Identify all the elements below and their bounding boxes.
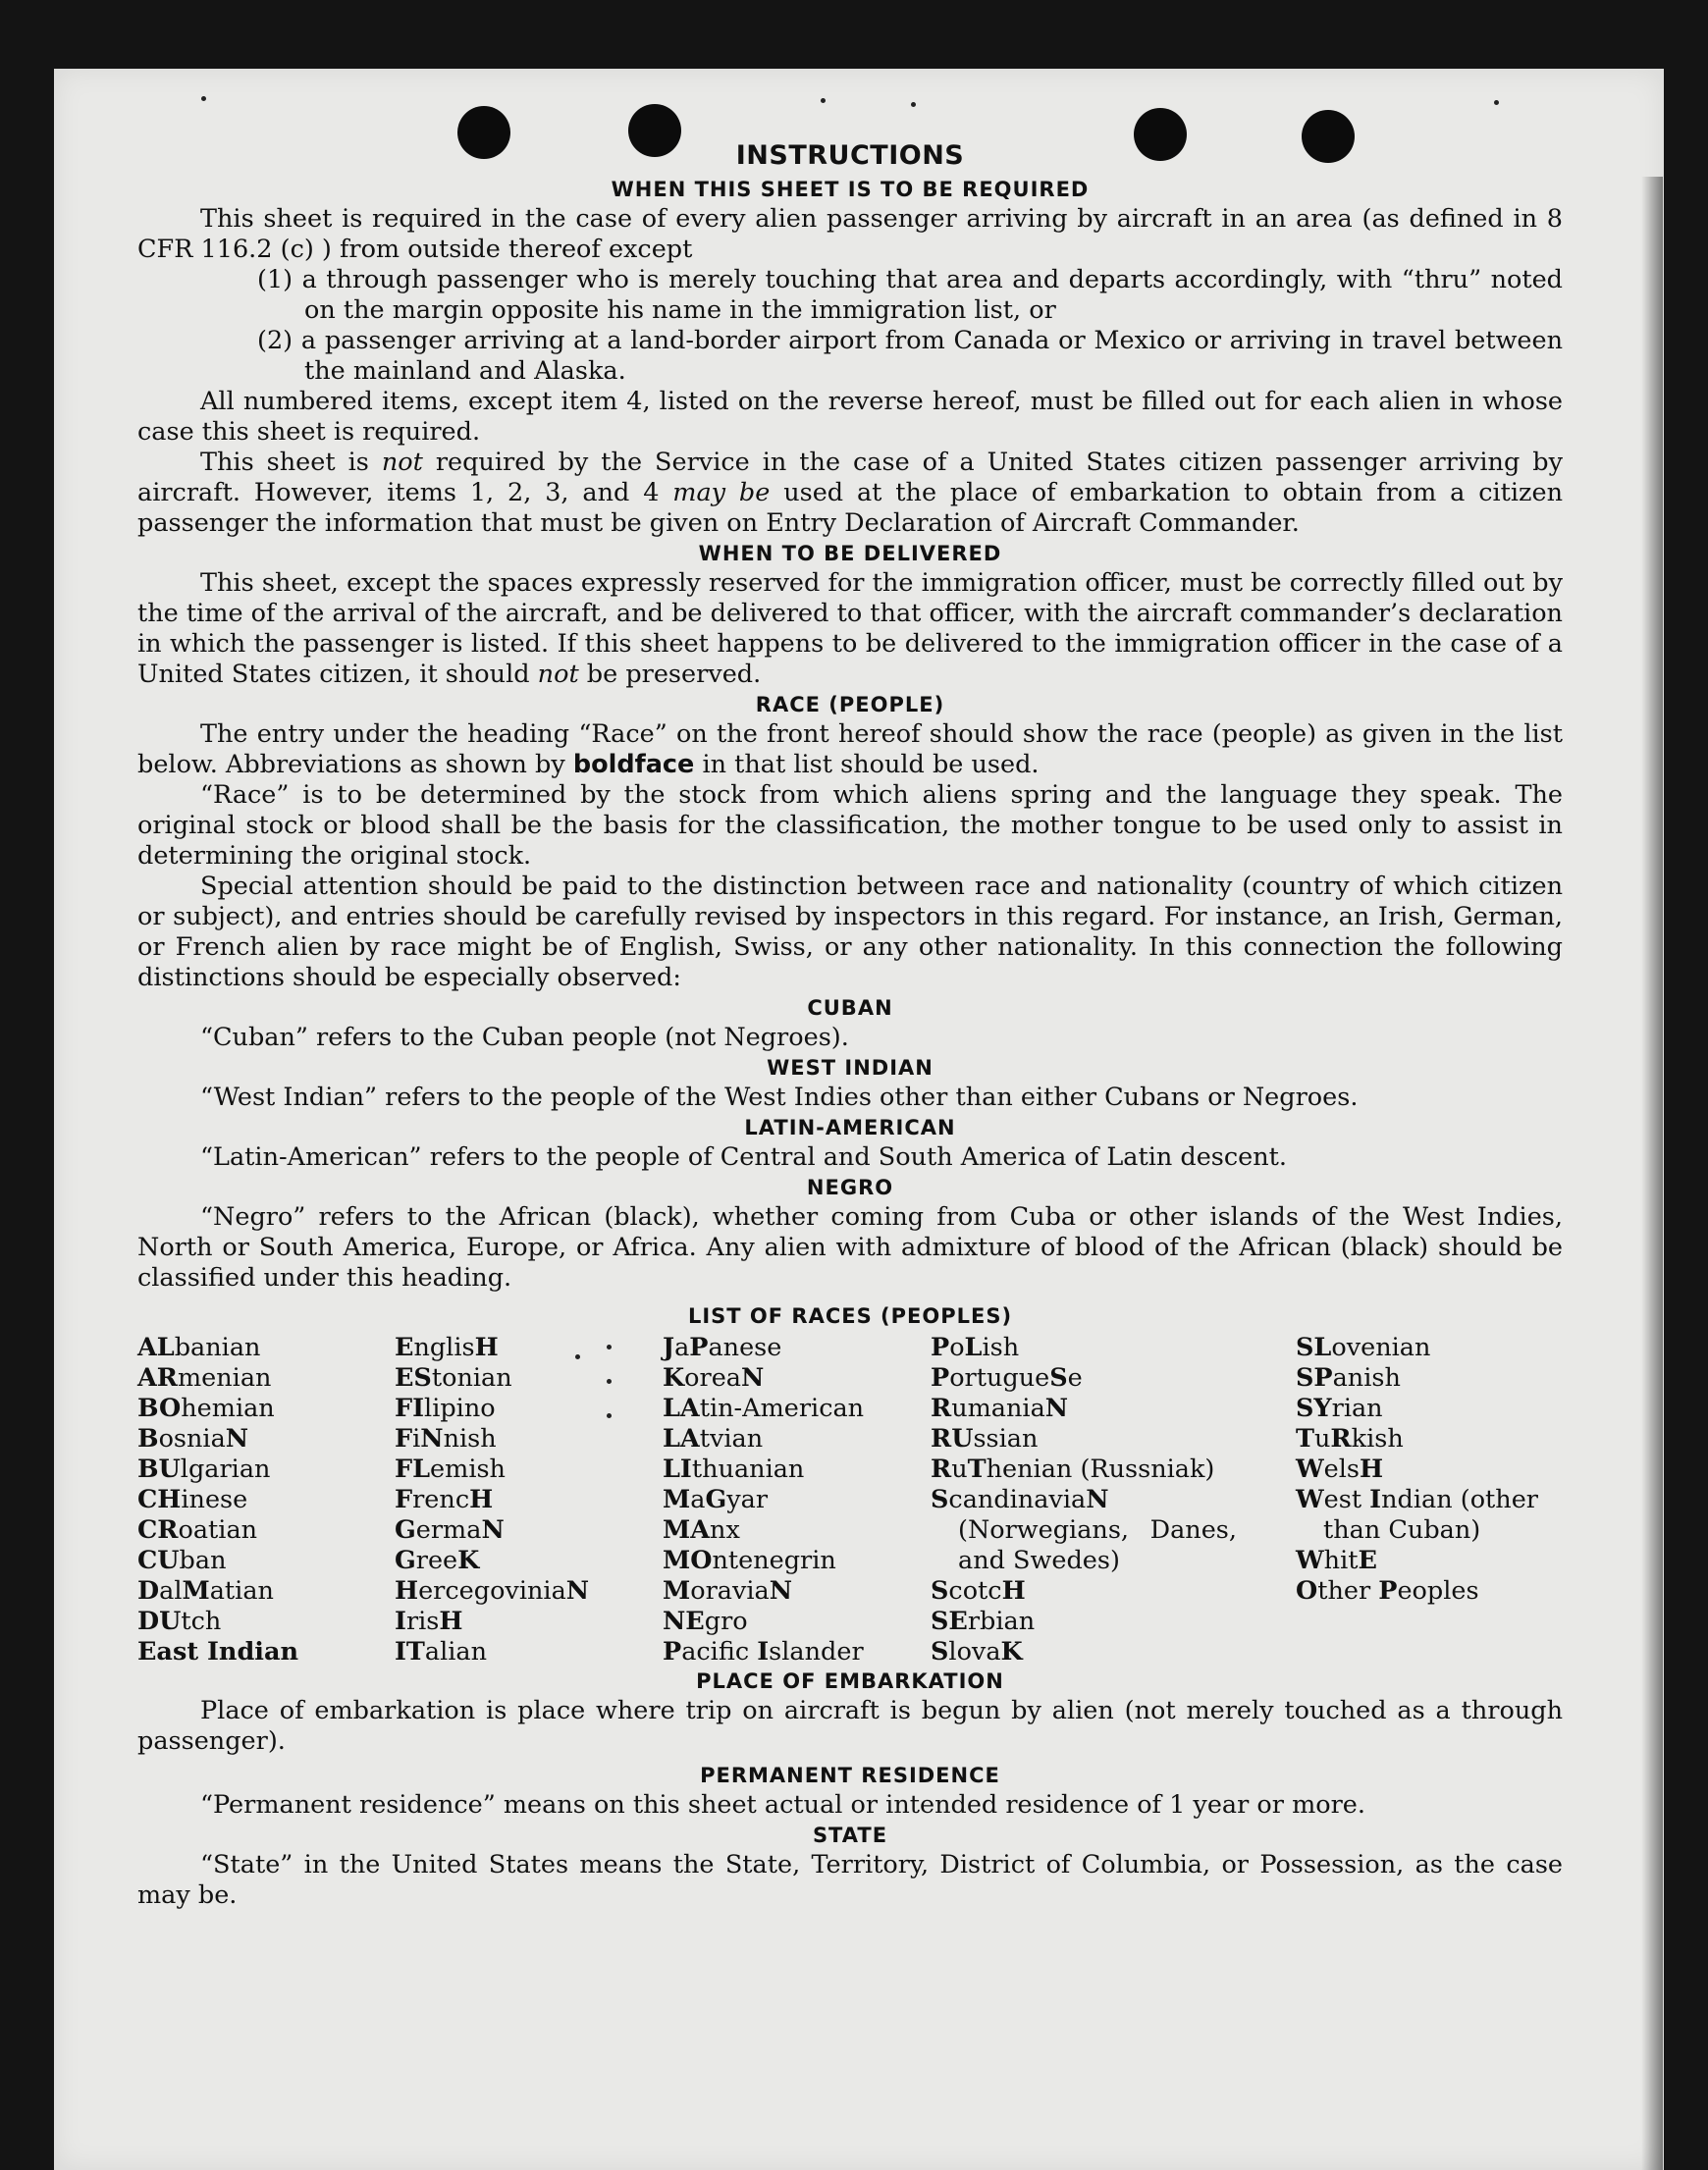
- races-column: [663, 1333, 898, 1667]
- race-entry: [137, 1394, 373, 1424]
- paragraph: [137, 719, 1563, 780]
- race-abbrev: G: [395, 1546, 416, 1575]
- speck: [201, 96, 206, 101]
- race-abbrev: P: [1378, 1576, 1398, 1606]
- race-entry: [931, 1576, 1237, 1607]
- race-abbrev: P: [663, 1637, 682, 1667]
- race-entry: [1296, 1394, 1563, 1424]
- exception-item: [137, 326, 1563, 387]
- race-text: hemian: [181, 1394, 275, 1423]
- race-abbrev: W: [1296, 1455, 1324, 1484]
- race-abbrev: SL: [1296, 1333, 1332, 1362]
- race-abbrev: W: [1296, 1546, 1324, 1575]
- race-abbrev: M: [182, 1576, 210, 1606]
- race-abbrev: M: [663, 1485, 691, 1514]
- race-abbrev: MA: [663, 1515, 711, 1545]
- race-entry: [931, 1485, 1237, 1576]
- race-text: nx: [710, 1515, 740, 1545]
- race-text: ther: [1317, 1576, 1379, 1606]
- race-abbrev: N: [741, 1363, 765, 1393]
- race-entry: [663, 1637, 898, 1667]
- race-text: rbian: [967, 1607, 1036, 1636]
- race-abbrev: L: [964, 1333, 983, 1362]
- race-text: emish: [430, 1455, 506, 1484]
- race-abbrev: East Indian: [137, 1637, 299, 1667]
- race-abbrev: AR: [137, 1363, 178, 1393]
- race-entry: [663, 1576, 898, 1607]
- paragraph: “Negro” refers to the African (black), whether coming from Cuba or other islands of the West Indies, North or South America, Europe, or Africa. Any alien with admixture of blood of the African (black) should be classified under this heading.: [137, 1202, 1563, 1293]
- race-text: lgarian: [180, 1455, 271, 1484]
- race-abbrev: N: [1044, 1394, 1069, 1423]
- race-abbrev: P: [931, 1363, 950, 1393]
- race-abbrev: N: [420, 1424, 444, 1454]
- race-abbrev: FL: [395, 1455, 431, 1484]
- race-abbrev: LI: [663, 1455, 692, 1484]
- race-entry: [931, 1363, 1237, 1394]
- race-entry: [137, 1455, 373, 1485]
- race-text: u: [951, 1455, 968, 1484]
- race-abbrev: S: [931, 1485, 949, 1514]
- race-abbrev: CR: [137, 1515, 179, 1545]
- race-entry: [137, 1576, 373, 1607]
- race-entry: [137, 1333, 373, 1363]
- race-abbrev: F: [395, 1485, 413, 1514]
- race-abbrev: H: [395, 1576, 419, 1606]
- race-entry: [395, 1515, 630, 1546]
- race-abbrev: T: [967, 1455, 987, 1484]
- race-abbrev: S: [1049, 1363, 1068, 1393]
- race-text: o: [949, 1333, 965, 1362]
- race-abbrev: ES: [395, 1363, 432, 1393]
- race-abbrev: CU: [137, 1546, 180, 1575]
- race-abbrev: BO: [137, 1394, 182, 1423]
- speck: [821, 98, 826, 103]
- race-entry: [137, 1546, 373, 1576]
- race-abbrev: H: [1359, 1455, 1384, 1484]
- race-abbrev: LA: [663, 1394, 700, 1423]
- races-list: [137, 1333, 1563, 1667]
- race-entry: [931, 1637, 1237, 1667]
- race-text: al: [159, 1576, 183, 1606]
- race-abbrev: H: [474, 1333, 499, 1362]
- race-abbrev: N: [1086, 1485, 1109, 1514]
- race-abbrev: K: [1000, 1637, 1023, 1667]
- race-abbrev: CH: [137, 1485, 182, 1514]
- item-number: (2): [257, 326, 294, 355]
- race-entry: [137, 1637, 373, 1667]
- paragraph: Place of embarkation is place where trip on aircraft is begun by alien (not merely touched as a through passenger).: [137, 1696, 1563, 1756]
- race-entry: [395, 1637, 630, 1667]
- race-abbrev: N: [225, 1424, 249, 1454]
- race-entry: [1296, 1363, 1563, 1394]
- race-text: els: [1323, 1455, 1360, 1484]
- race-abbrev: G: [395, 1515, 416, 1545]
- race-abbrev: FI: [395, 1394, 425, 1423]
- paragraph: “Race” is to be determined by the stock from which aliens spring and the language they speak. The original stock or blood shall be the basis for the classification, the mother tongue to be used only to assist in determining the original stock.: [137, 780, 1563, 871]
- text-run: in that list should be used.: [694, 750, 1040, 779]
- race-entry: [1296, 1546, 1563, 1576]
- race-abbrev: AL: [137, 1333, 175, 1362]
- race-entry: [663, 1485, 898, 1515]
- race-text: slander: [769, 1637, 864, 1667]
- page-title: INSTRUCTIONS: [735, 140, 965, 171]
- emphasis: may be: [672, 478, 771, 507]
- race-text: anese: [708, 1333, 782, 1362]
- race-text: lova: [948, 1637, 1001, 1667]
- race-text: alian: [424, 1637, 488, 1667]
- item-text: a passenger arriving at a land-border airport from Canada or Mexico or arriving in travel between the mainland and Alaska.: [300, 326, 1563, 386]
- race-text: ish: [982, 1333, 1020, 1362]
- race-abbrev: I: [1369, 1485, 1382, 1514]
- race-abbrev: NE: [663, 1607, 705, 1636]
- emphasis: not: [381, 448, 423, 477]
- race-text: anish: [1332, 1363, 1401, 1393]
- race-text: orea: [684, 1363, 742, 1393]
- race-abbrev: H: [469, 1485, 494, 1514]
- race-abbrev: E: [395, 1333, 414, 1362]
- races-column: [137, 1333, 373, 1667]
- race-text: henian (Russniak): [986, 1455, 1215, 1484]
- race-text: hit: [1323, 1546, 1359, 1575]
- item-text: a through passenger who is merely touching that area and departs accordingly, with “thru” noted on the margin opposite his name in the immigration list, or: [301, 265, 1564, 325]
- emphasis: not: [537, 660, 579, 689]
- race-abbrev: R: [1330, 1424, 1352, 1454]
- race-entry: [931, 1394, 1237, 1424]
- paragraph: [137, 448, 1563, 539]
- paragraph: [137, 568, 1563, 690]
- race-text: rian: [1331, 1394, 1383, 1423]
- speck: [1494, 100, 1499, 105]
- race-text: umania: [951, 1394, 1045, 1423]
- page-edge-shadow: [1641, 177, 1663, 2170]
- race-abbrev: S: [931, 1637, 949, 1667]
- race-abbrev: BU: [137, 1455, 181, 1484]
- race-abbrev: T: [1296, 1424, 1314, 1454]
- heading-when-delivered: WHEN TO BE DELIVERED: [698, 542, 1002, 565]
- item-number: (1): [257, 265, 294, 294]
- race-abbrev: N: [481, 1515, 505, 1545]
- race-text: ree: [415, 1546, 458, 1575]
- race-entry: [395, 1607, 630, 1637]
- race-abbrev: R: [931, 1394, 952, 1423]
- race-text: cotc: [948, 1576, 1002, 1606]
- race-abbrev: DU: [137, 1607, 182, 1636]
- race-abbrev: I: [395, 1607, 406, 1636]
- race-text: tonian: [431, 1363, 512, 1393]
- race-abbrev: LA: [663, 1424, 700, 1454]
- race-abbrev: H: [439, 1607, 463, 1636]
- race-text: eoples: [1397, 1576, 1479, 1606]
- heading-west-indian: WEST INDIAN: [767, 1056, 934, 1080]
- race-text: acific: [681, 1637, 758, 1667]
- race-entry: [663, 1607, 898, 1637]
- race-text: u: [1313, 1424, 1331, 1454]
- race-entry: [1296, 1485, 1563, 1546]
- race-entry: [1296, 1424, 1563, 1455]
- race-entry: [931, 1333, 1237, 1363]
- race-text: oatian: [178, 1515, 258, 1545]
- race-abbrev: O: [1296, 1576, 1318, 1606]
- race-abbrev: P: [931, 1333, 950, 1362]
- race-text: nglis: [413, 1333, 475, 1362]
- exception-item: [137, 265, 1563, 326]
- race-entry: [395, 1333, 630, 1363]
- text-run: The entry under the heading “Race” on the front hereof should show the race (people) as given in the list below. Abbreviations as shown by: [137, 719, 1563, 779]
- text-run: This sheet, except the spaces expressly reserved for the immigration officer, must be correctly filled out by the time of the arrival of the aircraft, and be delivered to that officer, with the aircraft commander’s declaration in which the passenger is listed. If this sheet happens to be delivered to the immigration officer in the case of a United States citizen, it should: [137, 568, 1563, 689]
- races-column: [931, 1333, 1237, 1667]
- race-entry: [137, 1607, 373, 1637]
- paragraph: This sheet is required in the case of every alien passenger arriving by aircraft in an area (as defined in 8 CFR 116.2 (c) ) from outside thereof except: [137, 204, 1563, 264]
- race-text: tin-American: [699, 1394, 865, 1423]
- race-text: inese: [181, 1485, 248, 1514]
- race-abbrev: S: [931, 1576, 949, 1606]
- race-text: i: [412, 1424, 421, 1454]
- paragraph: “Latin-American” refers to the people of Central and South America of Latin descent.: [200, 1142, 1288, 1172]
- race-text: osnia: [158, 1424, 226, 1454]
- race-text: tch: [181, 1607, 222, 1636]
- race-abbrev: G: [705, 1485, 727, 1514]
- race-abbrev: SP: [1296, 1363, 1333, 1393]
- race-text: ris: [405, 1607, 440, 1636]
- race-text: menian: [177, 1363, 272, 1393]
- race-abbrev: RU: [931, 1424, 974, 1454]
- race-abbrev: P: [689, 1333, 709, 1362]
- race-entry: [395, 1455, 630, 1485]
- text-run: be preserved.: [578, 660, 762, 689]
- race-text: candinavia: [948, 1485, 1087, 1514]
- race-abbrev: F: [395, 1424, 413, 1454]
- heading-cuban: CUBAN: [807, 996, 893, 1020]
- race-entry: [663, 1394, 898, 1424]
- race-entry: [137, 1515, 373, 1546]
- race-abbrev: M: [663, 1576, 691, 1606]
- race-abbrev: E: [1358, 1546, 1377, 1575]
- race-text: ssian: [973, 1424, 1039, 1454]
- heading-state: STATE: [812, 1824, 888, 1847]
- race-entry: [137, 1485, 373, 1515]
- race-text: nish: [443, 1424, 497, 1454]
- race-entry: [395, 1576, 630, 1607]
- heading-list-of-races: LIST OF RACES (PEOPLES): [687, 1304, 1013, 1328]
- race-entry: [663, 1546, 898, 1576]
- paragraph: “Cuban” refers to the Cuban people (not Negroes).: [200, 1023, 849, 1052]
- race-abbrev: H: [1001, 1576, 1026, 1606]
- race-abbrev: SE: [931, 1607, 968, 1636]
- heading-negro: NEGRO: [806, 1176, 894, 1199]
- race-abbrev: B: [137, 1424, 159, 1454]
- paragraph: Special attention should be paid to the distinction between race and nationality (country of which citizen or subject), and entries should be carefully revised by inspectors in this regard. For instance, an Irish, German, or French alien by race might be of English, Swiss, or any other nationality. In this connection the following distinctions should be especially observed:: [137, 872, 1563, 992]
- race-text: ndian (other than Cuban): [1323, 1485, 1538, 1545]
- paragraph: “West Indian” refers to the people of the West Indies other than either Cubans or Negroes.: [200, 1083, 1359, 1112]
- race-text: a: [674, 1333, 690, 1362]
- race-entry: [395, 1546, 630, 1576]
- heading-race: RACE (PEOPLE): [755, 693, 945, 716]
- race-text: banian: [174, 1333, 261, 1362]
- race-text: tvian: [699, 1424, 764, 1454]
- race-entry: [137, 1363, 373, 1394]
- race-text: kish: [1351, 1424, 1404, 1454]
- instructions-body: [137, 137, 1563, 1911]
- race-abbrev: K: [663, 1363, 685, 1393]
- race-text: (Norwegians, Danes, and Swedes): [958, 1515, 1237, 1575]
- paragraph: “Permanent residence” means on this sheet actual or intended residence of 1 year or more.: [200, 1790, 1365, 1820]
- race-text: a: [690, 1485, 706, 1514]
- race-entry: [1296, 1333, 1563, 1363]
- heading-permanent-residence: PERMANENT RESIDENCE: [700, 1764, 1000, 1787]
- race-abbrev: K: [457, 1546, 480, 1575]
- race-entry: [931, 1424, 1237, 1455]
- race-entry: [395, 1363, 630, 1394]
- race-entry: [931, 1607, 1237, 1637]
- race-abbrev: R: [931, 1455, 952, 1484]
- text-run: This sheet is: [200, 448, 382, 477]
- race-text: renc: [412, 1485, 470, 1514]
- race-abbrev: D: [137, 1576, 160, 1606]
- race-abbrev: MO: [663, 1546, 713, 1575]
- race-entry: [931, 1455, 1237, 1485]
- race-text: e: [1067, 1363, 1083, 1393]
- race-text: erma: [415, 1515, 482, 1545]
- race-text: est: [1323, 1485, 1370, 1514]
- race-entry: [663, 1515, 898, 1546]
- bold-word: boldface: [572, 750, 695, 779]
- race-entry: [395, 1394, 630, 1424]
- race-abbrev: N: [769, 1576, 793, 1606]
- race-entry: [395, 1424, 630, 1455]
- race-text: oravia: [690, 1576, 770, 1606]
- heading-when-required: WHEN THIS SHEET IS TO BE REQUIRED: [611, 178, 1090, 201]
- race-text: thuanian: [691, 1455, 805, 1484]
- race-text: ban: [179, 1546, 227, 1575]
- race-text: yar: [726, 1485, 769, 1514]
- race-entry: [663, 1363, 898, 1394]
- text-run: required by the Service in the case of a United States citizen passenger arriving by aircraft. However, items 1, 2, 3, and 4: [137, 448, 1564, 507]
- race-text: ovenian: [1331, 1333, 1431, 1362]
- heading-latin-american: LATIN-AMERICAN: [744, 1116, 956, 1139]
- race-entry: [395, 1485, 630, 1515]
- races-column: [1296, 1333, 1563, 1607]
- race-entry: [1296, 1455, 1563, 1485]
- race-text: atian: [209, 1576, 274, 1606]
- race-text: gro: [704, 1607, 748, 1636]
- race-text: lipino: [424, 1394, 496, 1423]
- race-entry: [663, 1455, 898, 1485]
- text-run: used at the place of embarkation to obtain from a citizen passenger the information that must be given on Entry Declaration of Aircraft Commander.: [137, 478, 1564, 538]
- race-abbrev: IT: [395, 1637, 425, 1667]
- speck: [911, 102, 916, 107]
- paragraph: “State” in the United States means the State, Territory, District of Columbia, or Possession, as the case may be.: [137, 1850, 1563, 1910]
- race-entry: [663, 1333, 898, 1363]
- paragraph: All numbered items, except item 4, listed on the reverse hereof, must be filled out for each alien in whose case this sheet is required.: [137, 387, 1563, 447]
- race-entry: [663, 1424, 898, 1455]
- race-abbrev: I: [757, 1637, 770, 1667]
- race-entry: [1296, 1576, 1563, 1607]
- race-text: ercegovinia: [418, 1576, 566, 1606]
- race-abbrev: SY: [1296, 1394, 1332, 1423]
- race-entry: [137, 1424, 373, 1455]
- race-text: ntenegrin: [712, 1546, 836, 1575]
- races-column: [395, 1333, 630, 1667]
- race-abbrev: W: [1296, 1485, 1324, 1514]
- race-abbrev: N: [565, 1576, 590, 1606]
- race-text: ortugue: [949, 1363, 1050, 1393]
- race-abbrev: J: [663, 1333, 675, 1362]
- heading-place-of-embarkation: PLACE OF EMBARKATION: [696, 1669, 1004, 1693]
